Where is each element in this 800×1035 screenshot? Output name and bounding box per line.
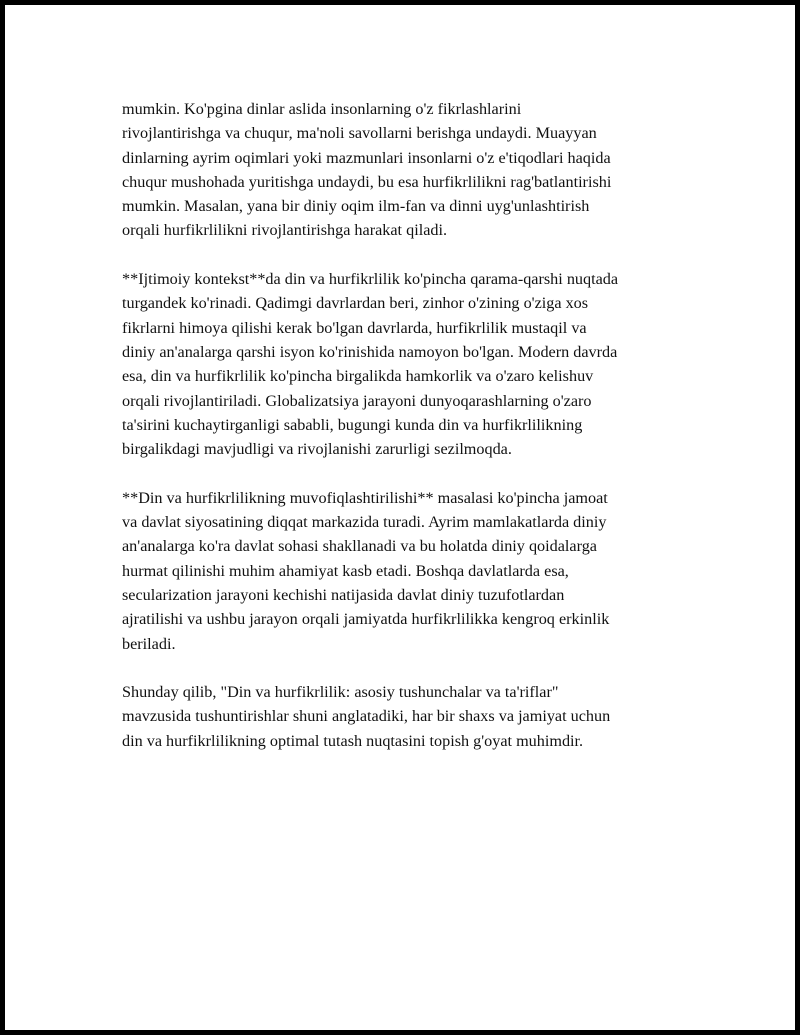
text-line: orqali rivojlantiriladi. Globalizatsiya jarayoni dunyoqarashlarning o'zaro [122, 391, 592, 410]
text-line: din va hurfikrlilikning optimal tutash nuqtasini topish g'oyat muhimdir. [122, 731, 584, 750]
text-line: mumkin. Masalan, yana bir diniy oqim ilm-fan va dinni uyg'unlashtirish [122, 197, 590, 216]
text-line: rivojlantirishga va chuqur, ma'noli savollarni berishga undaydi. Muayyan [122, 124, 597, 143]
text-line: diniy an'analarga qarshi isyon ko'rinishida namoyon bo'lgan. Modern davrda [122, 342, 618, 361]
paragraph-3 [122, 486, 692, 656]
text-line: beriladi. [122, 634, 176, 653]
text-line: dinlarning ayrim oqimlari yoki mazmunlari insonlarni o'z e'tiqodlari haqida [122, 148, 611, 167]
text-line: va davlat siyosatining diqqat markazida turadi. Ayrim mamlakatlarda diniy [122, 513, 607, 532]
text-line: Shunday qilib, "Din va hurfikrlilik: asosiy tushunchalar va ta'riflar" [122, 683, 559, 702]
text-line: orqali hurfikrlilikni rivojlantirishga harakat qiladi. [122, 221, 448, 240]
text-line: turgandek ko'rinadi. Qadimgi davrlardan beri, zinhor o'zining o'ziga xos [122, 294, 589, 313]
paragraph-4 [122, 680, 692, 753]
paragraph-1 [122, 97, 692, 243]
document-body [122, 97, 692, 753]
text-line: mumkin. Ko'pgina dinlar aslida insonlarning o'z fikrlashlarini [122, 100, 522, 118]
paragraph-2 [122, 267, 692, 461]
text-line: birgalikdagi mavjudligi va rivojlanishi zarurligi sezilmoqda. [122, 440, 512, 459]
text-line: **Din va hurfikrlilikning muvofiqlashtirilishi** masalasi ko'pincha jamoat [122, 488, 608, 507]
text-line: an'analarga ko'ra davlat sohasi shakllanadi va bu holatda diniy qoidalarga [122, 537, 597, 556]
text-line: fikrlarni himoya qilishi kerak bo'lgan davrlarda, hurfikrlilik mustaqil va [122, 318, 587, 337]
text-line: hurmat qilinishi muhim ahamiyat kasb etadi. Boshqa davlatlarda esa, [122, 561, 569, 580]
text-line: ajratilishi va ushbu jarayon orqali jamiyatda hurfikrlilikka kengroq erkinlik [122, 610, 610, 629]
text-line: **Ijtimoiy kontekst**da din va hurfikrlilik ko'pincha qarama-qarshi nuqtada [122, 270, 619, 289]
text-line: esa, din va hurfikrlilik ko'pincha birgalikda hamkorlik va o'zaro kelishuv [122, 367, 594, 386]
text-line: mavzusida tushuntirishlar shuni anglatadiki, har bir shaxs va jamiyat uchun [122, 707, 611, 726]
text-line: chuqur mushohada yuritishga undaydi, bu esa hurfikrlilikni rag'batlantirishi [122, 172, 612, 191]
text-line: secularization jarayoni kechishi natijasida davlat diniy tuzufotlardan [122, 585, 565, 604]
text-line: ta'sirini kuchaytirganligi sababli, bugungi kunda din va hurfikrlilikning [122, 415, 583, 434]
